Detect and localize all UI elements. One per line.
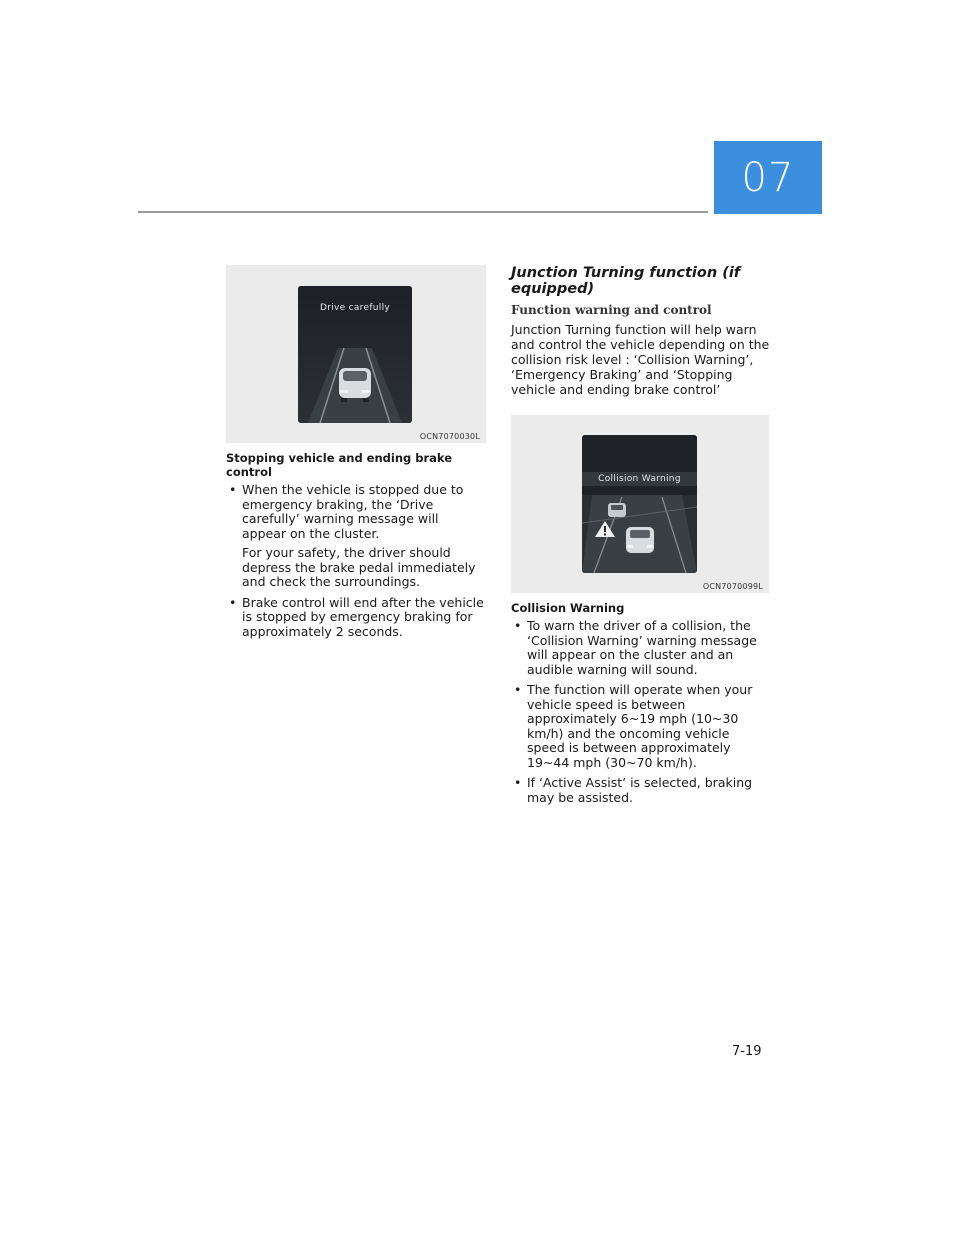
bullet-text: Brake control will end after the vehicle is stopped by emergency braking for approximately 2 seconds.: [242, 594, 484, 639]
cluster-screen: [298, 286, 412, 423]
caption-title: Collision Warning: [511, 601, 625, 615]
bullet-text: To warn the driver of a collision, the ‘Collision Warning’ warning message will appear on the cluster and an audible warning will sound.: [527, 618, 757, 677]
bullet-subtext: For your safety, the driver should depress the brake pedal immediately and check the surroundings.: [242, 545, 476, 589]
page-number: 7-19: [732, 1044, 762, 1059]
bullet-text: The function will operate when your vehicle speed is between approximately 6~19 mph (10~30 km/h) and the oncoming vehicle speed is between approximately 19~44 mph (30~70 km/h).: [527, 682, 753, 770]
header-rule: [138, 211, 708, 213]
screen-message: Drive carefully: [319, 303, 391, 313]
screen-message: Collision Warning: [598, 474, 681, 484]
bullet-list: [511, 619, 771, 805]
bullet-list: [226, 483, 486, 639]
car-icon: [339, 368, 371, 402]
section-title: Junction Turning function (if equipped): [511, 265, 741, 297]
subsection-title: Function warning and control: [511, 303, 712, 317]
figure-code: OCN7070030L: [419, 432, 480, 441]
chapter-tab: 07: [714, 141, 822, 214]
list-item: [511, 776, 771, 805]
left-column: [226, 265, 486, 645]
collision-warning-figure: [511, 415, 769, 593]
bullet-text: If ‘Active Assist’ is selected, braking may be assisted.: [527, 775, 753, 805]
list-item: [511, 619, 771, 677]
list-item: [226, 596, 486, 640]
junction-illustration: [582, 435, 697, 573]
car-icon: [626, 527, 654, 553]
list-item: [511, 683, 771, 770]
oncoming-car-icon: [608, 503, 626, 517]
drive-carefully-figure: [226, 265, 486, 443]
bullet-text: When the vehicle is stopped due to emergency braking, the ‘Drive carefully’ warning message will appear on the cluster.: [242, 482, 464, 541]
figure-code: OCN7070099L: [702, 582, 763, 591]
intro-paragraph: Junction Turning function will help warn and control the vehicle depending on the collision risk level : ‘Collision Warning’, ‘Emergency Braking’ and ‘Stopping vehicle and ending brake control’: [511, 322, 770, 397]
cluster-screen: [582, 435, 697, 573]
caption-title: Stopping vehicle and ending brake control: [226, 451, 453, 479]
right-column: [511, 265, 771, 811]
list-item: [226, 483, 486, 590]
